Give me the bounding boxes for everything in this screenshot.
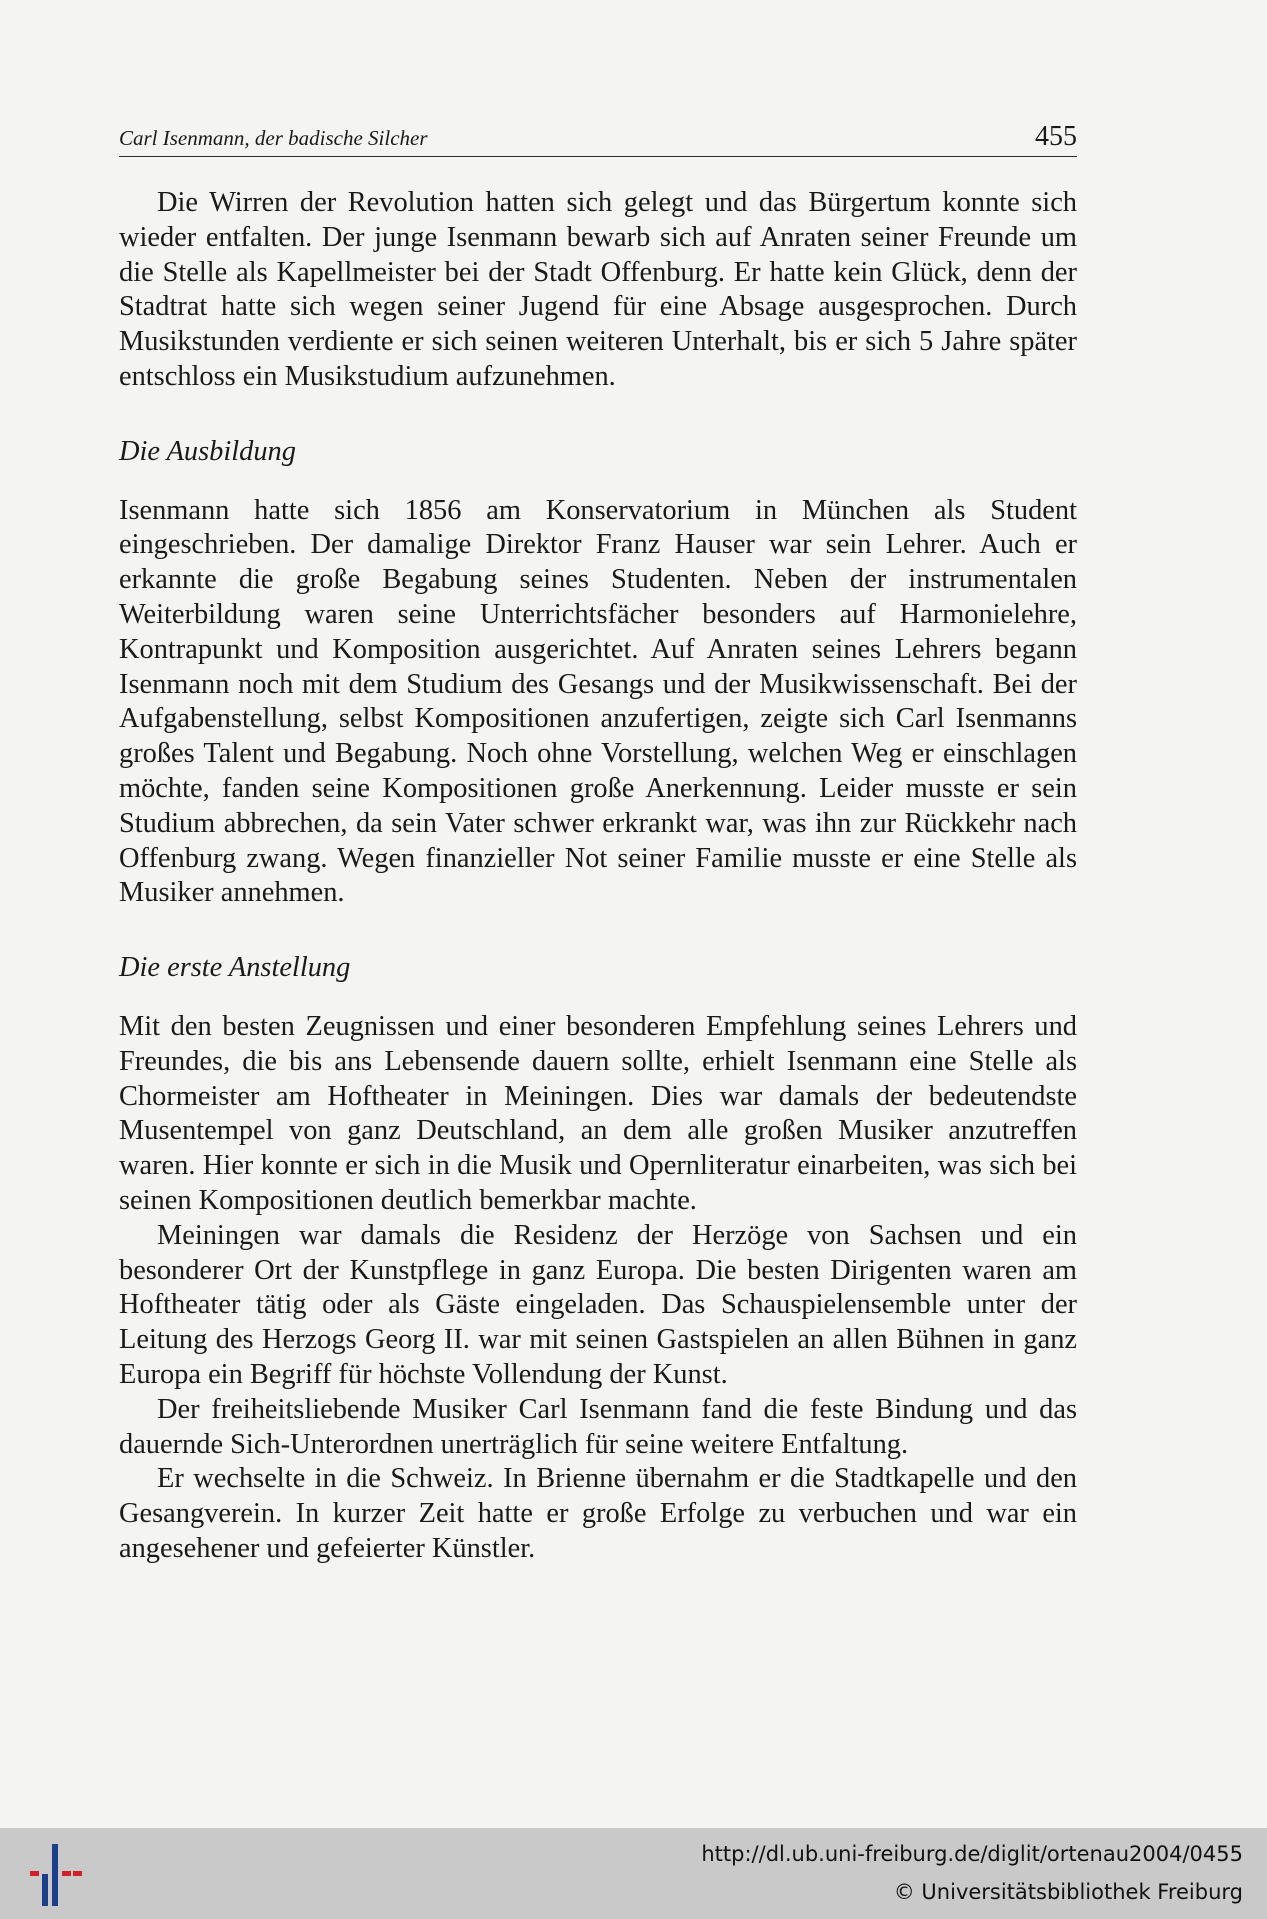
page-number: 455 [1035,121,1077,152]
running-header [119,118,1077,157]
paragraph: Die Wirren der Revolution hatten sich gelegt und das Bürgertum konnte sich wieder entfalten. Der junge Isenmann bewarb sich auf Anraten seiner Freunde um die Stelle als Kapellmeister bei der Stadt Offenburg. Er hatte kein Glück, denn der Stadtrat hatte sich wegen seiner Jugend für eine Absage ausgesprochen. Durch Musikstunden verdiente er sich seinen weiteren Unterhalt, bis er sich 5 Jahre später entschloss ein Musikstudium aufzunehmen. [119,187,1077,392]
copyright-notice: © Universitätsbibliothek Freiburg [893,1880,1243,1904]
paragraph: Mit den besten Zeugnissen und einer besonderen Empfehlung seines Lehrers und Freundes, die bis ans Lebensende dauern sollte, erhielt Isenmann eine Stelle als Chormeister am Hoftheater in Meiningen. Dies war damals der bedeutendste Musentempel von ganz Deutschland, an dem alle großen Musiker anzutreffen waren. Hier konnte er sich in die Musik und Opernliteratur einarbeiten, was sich bei seinen Kompositionen deutlich bemerkbar machte. [119,1010,1077,1216]
library-footer [0,1828,1267,1919]
paragraph: Er wechselte in die Schweiz. In Brienne übernahm er die Stadtkapelle und den Gesangverein. In kurzer Zeit hatte er große Erfolge zu verbuchen und war ein angesehener und gefeierter Künstler. [119,1463,1077,1564]
paragraph: Isenmann hatte sich 1856 am Konservatorium in München als Student eingeschrieben. Der damalige Direktor Franz Hauser war sein Lehrer. Auch er erkannte die große Begabung seines Studenten. Neben der instrumentalen Weiterbildung waren seine Unterrichtsfächer besonders auf Harmonielehre, Kontrapunkt und Komposition ausgerichtet. Auf Anraten seines Lehrers begann Isenmann noch mit dem Studium des Gesangs und der Musikwissenschaft. Bei der Aufgabenstellung, selbst Kompositionen anzufertigen, zeigte sich Carl Isenmanns großes Talent und Begabung. Noch ohne Vorstellung, welchen Weg er einschlagen möchte, fanden seine Kompositionen große Anerkennung. Leider musste er sein Studium abbrechen, da sein Vater schwer erkrankt war, was ihn zur Rückkehr nach Offenburg zwang. Wegen finanzieller Not seiner Familie musste er eine Stelle als Musiker annehmen. [119,494,1077,909]
body-text [119,186,1077,1567]
running-title: Carl Isenmann, der badische Silcher [119,126,428,150]
section-heading: Die Ausbildung [119,435,296,467]
source-url-link[interactable]: http://dl.ub.uni-freiburg.de/diglit/ortenau2004/0455 [701,1842,1243,1866]
paragraph: Meiningen war damals die Residenz der Herzöge von Sachsen und ein besonderer Ort der Kunstpflege in ganz Europa. Die besten Dirigenten waren am Hoftheater tätig oder als Gäste eingeladen. Das Schauspielensemble unter der Leitung des Herzogs Georg II. war mit seinen Gastspielen an allen Bühnen in ganz Europa ein Begriff für höchste Vollendung der Kunst. [119,1219,1077,1390]
section-heading: Die erste Anstellung [119,952,351,984]
ub-freiburg-logo-icon [30,1844,82,1906]
paragraph: Der freiheitsliebende Musiker Carl Isenmann fand die feste Bindung und das dauernde Sich-Unterordnen unerträglich für seine weitere Entfaltung. [119,1393,1077,1460]
